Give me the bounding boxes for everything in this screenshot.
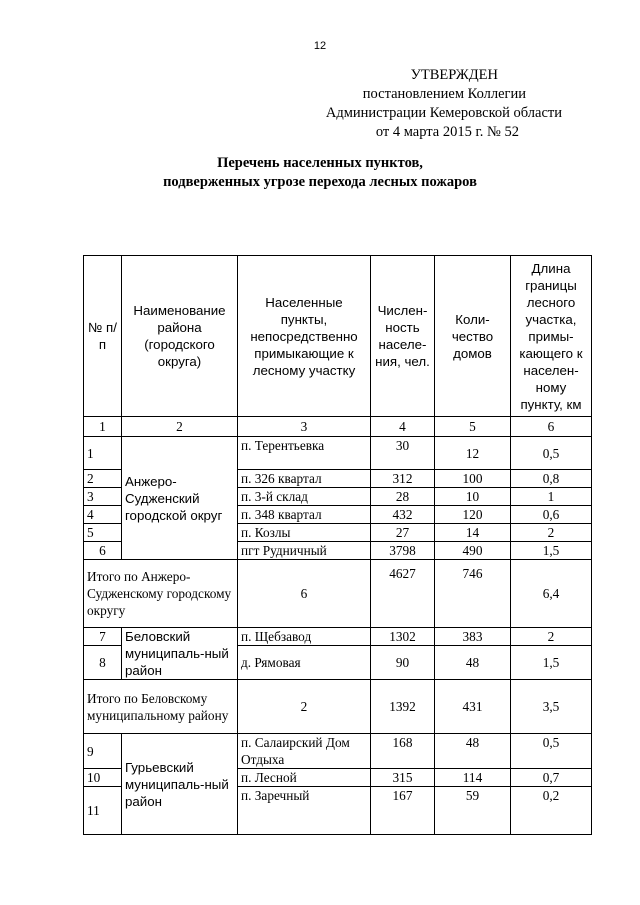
- district-name: Анжеро-Судженский городской округ: [122, 437, 238, 560]
- row-number: 4: [84, 506, 122, 524]
- row-number: 10: [84, 769, 122, 787]
- border-length: 0,5: [511, 437, 592, 470]
- border-length: 2: [511, 524, 592, 542]
- table-row: [84, 628, 592, 646]
- houses: 490: [435, 542, 511, 560]
- column-number: 6: [511, 417, 592, 437]
- column-number: 5: [435, 417, 511, 437]
- settlement-name: п. 348 квартал: [238, 506, 371, 524]
- houses: 10: [435, 488, 511, 506]
- row-number: 9: [84, 734, 122, 769]
- row-number: 3: [84, 488, 122, 506]
- total-houses: 431: [435, 680, 511, 734]
- total-population: 4627: [371, 560, 435, 628]
- district-name: Беловский муниципаль-ный район: [122, 628, 238, 680]
- population: 432: [371, 506, 435, 524]
- settlement-name: п. 3-й склад: [238, 488, 371, 506]
- column-number: 2: [122, 417, 238, 437]
- header-row: [84, 256, 592, 417]
- population: 315: [371, 769, 435, 787]
- table-row: [84, 734, 592, 769]
- settlement-name: п. 326 квартал: [238, 470, 371, 488]
- column-number: 3: [238, 417, 371, 437]
- population: 312: [371, 470, 435, 488]
- row-number: 2: [84, 470, 122, 488]
- population: 30: [371, 437, 435, 470]
- title-line: подверженных угрозе перехода лесных пожаров: [163, 174, 477, 190]
- houses: 48: [435, 734, 511, 769]
- header-cell: Коли-чество домов: [435, 256, 511, 417]
- houses: 100: [435, 470, 511, 488]
- header-cell: Длина границы лесного участка, примы-кающего к населен-ному пункту, км: [511, 256, 592, 417]
- houses: 120: [435, 506, 511, 524]
- settlement-name: д. Рямовая: [238, 646, 371, 680]
- approval-date: от 4 марта 2015 г. № 52: [375, 124, 519, 140]
- population: 1302: [371, 628, 435, 646]
- settlement-name: пгт Рудничный: [238, 542, 371, 560]
- border-length: 1,5: [511, 646, 592, 680]
- settlement-name: п. Козлы: [238, 524, 371, 542]
- district-name: Гурьевский муниципаль-ный район: [122, 734, 238, 835]
- row-number: 8: [84, 646, 122, 680]
- page-number: 12: [313, 40, 327, 52]
- population: 27: [371, 524, 435, 542]
- approval-heading: УТВЕРЖДЕН: [410, 67, 498, 83]
- total-count: 2: [238, 680, 371, 734]
- approval-line: постановлением Коллегии: [362, 86, 526, 102]
- settlement-name: п. Салаирский Дом Отдыха: [238, 734, 371, 769]
- total-label: Итого по Беловскому муниципальному району: [84, 680, 238, 734]
- houses: 114: [435, 769, 511, 787]
- total-length: 6,4: [511, 560, 592, 628]
- population: 3798: [371, 542, 435, 560]
- total-population: 1392: [371, 680, 435, 734]
- header-cell: Наименование района (городского округа): [122, 256, 238, 417]
- row-number: 6: [84, 542, 122, 560]
- row-number: 5: [84, 524, 122, 542]
- border-length: 0,8: [511, 470, 592, 488]
- settlement-name: п. Заречный: [238, 787, 371, 835]
- row-number: 7: [84, 628, 122, 646]
- total-row: [84, 560, 592, 628]
- row-number: 1: [84, 437, 122, 470]
- header-cell: № п/п: [84, 256, 122, 417]
- settlement-name: п. Терентьевка: [238, 437, 371, 470]
- settlements-table: [83, 255, 592, 835]
- settlement-name: п. Лесной: [238, 769, 371, 787]
- header-cell: Числен-ность населе-ния, чел.: [371, 256, 435, 417]
- border-length: 2: [511, 628, 592, 646]
- houses: 14: [435, 524, 511, 542]
- border-length: 0,7: [511, 769, 592, 787]
- border-length: 1: [511, 488, 592, 506]
- total-length: 3,5: [511, 680, 592, 734]
- border-length: 0,5: [511, 734, 592, 769]
- population: 90: [371, 646, 435, 680]
- population: 167: [371, 787, 435, 835]
- houses: 59: [435, 787, 511, 835]
- title-line: Перечень населенных пунктов,: [217, 155, 423, 171]
- row-number: 11: [84, 787, 122, 835]
- border-length: 1,5: [511, 542, 592, 560]
- document-title: [0, 154, 640, 192]
- settlement-name: п. Щебзавод: [238, 628, 371, 646]
- border-length: 0,2: [511, 787, 592, 835]
- houses: 12: [435, 437, 511, 470]
- total-count: 6: [238, 560, 371, 628]
- approval-block: [300, 66, 562, 142]
- approval-line: Администрации Кемеровской области: [325, 105, 562, 121]
- column-number: 4: [371, 417, 435, 437]
- population: 28: [371, 488, 435, 506]
- total-label: Итого по Анжеро-Судженскому городскому округу: [84, 560, 238, 628]
- header-cell: Населенные пункты, непосредственно примыкающие к лесному участку: [238, 256, 371, 417]
- houses: 383: [435, 628, 511, 646]
- border-length: 0,6: [511, 506, 592, 524]
- table-row: [84, 437, 592, 470]
- column-number: 1: [84, 417, 122, 437]
- column-number-row: [84, 417, 592, 437]
- total-row: [84, 680, 592, 734]
- houses: 48: [435, 646, 511, 680]
- total-houses: 746: [435, 560, 511, 628]
- population: 168: [371, 734, 435, 769]
